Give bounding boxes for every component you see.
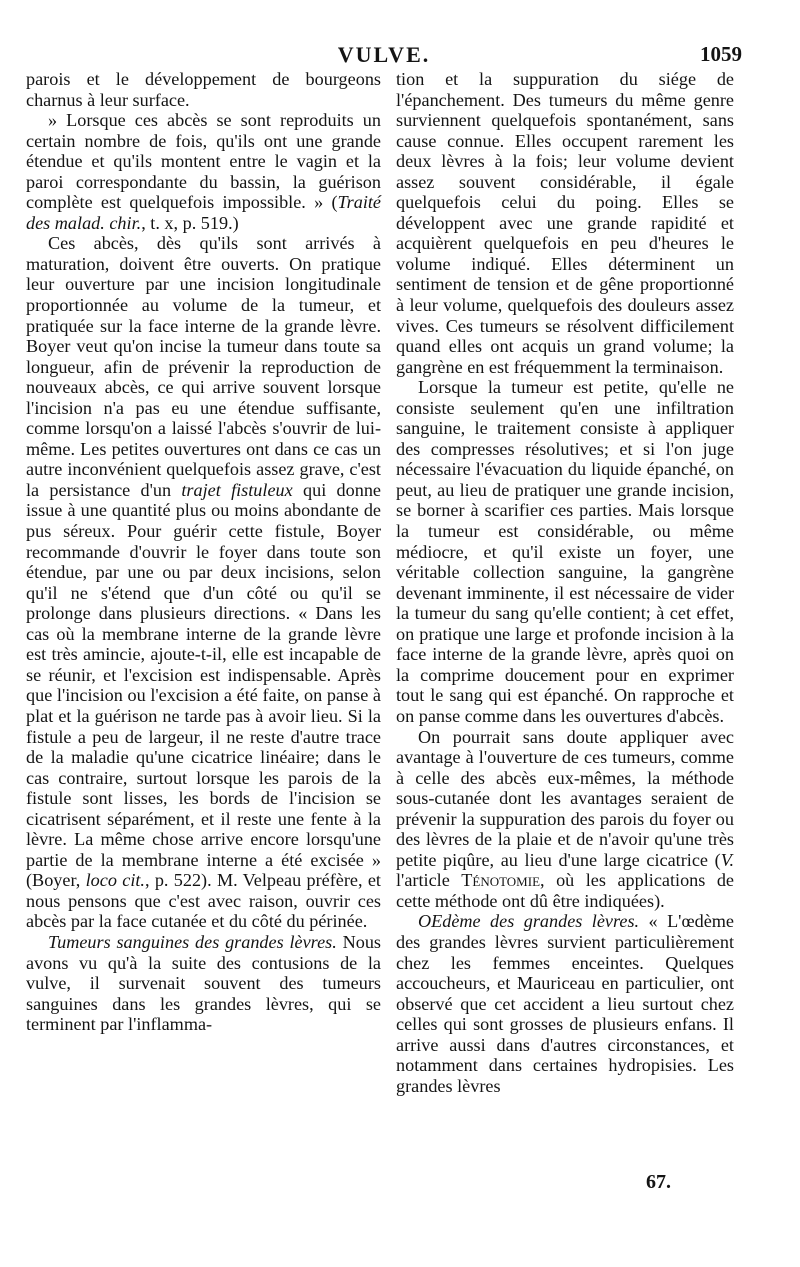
paragraph (26, 69, 381, 110)
paragraph-text: « L'œdème des grandes lèvres survient particulièrement chez les femmes enceintes. Quelques accoucheurs, et Mauriceau en particulier, ont observé que cet accident a lieu surtout chez celles qui sont grosses de plusieurs enfans. Il arrive aussi dans d'autres circonstances, et notamment dans certaines hydropisies. Les grandes lèvres (396, 911, 734, 1096)
signature-mark: 67. (646, 1171, 671, 1193)
paragraph-text: On pourrait sans doute appliquer avec avantage à l'ouverture de ces tumeurs, comme à celle des abcès eux-mêmes, la méthode sous-cutanée dont les avantages seraient de prévenir la suppuration des parois du foyer ou des lèvres de la plaie et de n'avoir qu'une très petite piqûre, au lieu d'une large cicatrice ( (396, 726, 734, 870)
paragraph (26, 110, 381, 233)
paragraph-text: parois et le développement de bourgeons charnus à leur surface. (26, 69, 381, 110)
running-title: VULVE. (337, 42, 431, 67)
right-column (396, 69, 734, 1096)
paragraph (396, 69, 734, 377)
paragraph (396, 377, 734, 726)
paragraph-text: Ces abcès, dès qu'ils sont arrivés à maturation, doivent être ouverts. On pratique leur ouverture par une incision longitudinale proportionnée au volume de la tumeur, et pratiquée sur la face interne de la grande lèvre. Boyer veut qu'on incise la tumeur dans toute sa longueur, afin de prévenir la reproduction de nouveaux abcès, ce qui arrive souvent lorsque l'incision n'a pas eu une étendue suffisante, comme lorsqu'on a laissé l'abcès s'ouvrir de lui-même. Les petites ouvertures ont dans ce cas un autre inconvénient quelquefois assez grave, c'est la persistance d'un (26, 233, 381, 500)
italic-term: loco cit. (85, 870, 145, 891)
paragraph (26, 932, 381, 1035)
left-column (26, 69, 381, 1035)
italic-term: trajet fistuleux (181, 479, 293, 500)
paragraph-text: Nous avons vu qu'à la suite des contusions de la vulve, il survenait souvent des tumeurs sanguines dans les grandes lèvres, qui se terminent par l'inflamma- (26, 931, 381, 1035)
italic-term: V. (720, 849, 734, 870)
section-heading: Tumeurs sanguines des grandes lèvres. (48, 931, 337, 952)
page-number: 1059 (700, 42, 742, 66)
section-heading: OEdème des grandes lèvres. (418, 911, 640, 932)
small-caps-term: Ténotomie (461, 870, 541, 891)
paragraph-text: » Lorsque ces abcès se sont reproduits un certain nombre de fois, qu'ils ont une grande étendue et qu'ils montent entre le vagin et la paroi correspondante du bassin, la guérison complète est quelquefois impossible. » ( (26, 110, 381, 213)
paragraph (396, 911, 734, 1096)
paragraph-text: Lorsque la tumeur est petite, qu'elle ne consiste seulement qu'en une infiltration sanguine, le traitement consiste à appliquer des compresses résolutives; et si l'on juge nécessaire l'évacuation du liquide épanché, on peut, au lieu de pratiquer une grande incision, se borner à scarifier ces parties. Mais lorsque la tumeur est considérable, ou même médiocre, et qu'il existe un foyer, une véritable collection sanguine, la gangrène devenant imminente, il est nécessaire de vider la tumeur du sang qu'elle contient; à cet effet, on pratique une large et profonde incision à la face interne de la grande lèvre, après quoi on la comprime doucement pour en exprimer tout le sang qui est épanché. On rapproche et on panse comme dans les ouvertures d'abcès. (396, 377, 734, 726)
paragraph-text: , t. x, p. 519.) (141, 212, 239, 233)
paragraph-text: , où les applications de cette méthode ont dû être indiquées). (396, 870, 734, 911)
page-header (26, 42, 742, 68)
paragraph (396, 727, 734, 912)
paragraph-text: qui donne issue à une quantité plus ou moins abondante de pus séreux. Pour guérir cette fistule, Boyer recommande d'ouvrir le foyer dans toute son étendue, par une ou par deux incisions, selon qu'il ne s'étend que d'un côté ou qu'il se prolonge dans plusieurs directions. « Dans les cas où la membrane interne de la grande lèvre est très amincie, ajoute-t-il, elle est incapable de se réunir, et l'excision est indispensable. Après que l'incision ou l'excision a été faite, on panse à plat et la guérison ne tarde pas à avoir lieu. Si la fistule a peu de largeur, il ne reste d'autre trace de la maladie qu'une cicatrice linéaire; dans le cas contraire, surtout lorsque les parois de la fistule sont lisses, les bords de l'incision se cicatrisent séparément, et il reste une fente à la lèvre. La même chose arrive encore lorsqu'une partie de la membrane interne a été excisée » (Boyer, (26, 479, 381, 891)
paragraph-text: tion et la suppuration du siége de l'épanchement. Des tumeurs du même genre surviennent quelquefois spontanément, sans cause connue. Elles occupent rarement les deux lèvres à la fois; leur volume devient assez souvent considérable, il égale quelquefois celui du poing. Elles se développent avec une grande rapidité et acquièrent quelquefois en peu d'heures le volume indiqué. Elles déterminent un sentiment de tension et de gêne proportionné à leur volume, quelquefois des douleurs assez vives. Ces tumeurs se résolvent difficilement quand elles ont acquis un grand volume; la gangrène en est fréquemment la terminaison. (396, 69, 734, 377)
paragraph-text: , p. 522). M. Velpeau préfère, et nous pensons que c'est avec raison, ouvrir ces abcès par la face cutanée et du côté du périnée. (26, 870, 381, 932)
paragraph-text: l'article (396, 870, 462, 891)
paragraph (26, 233, 381, 932)
citation-title: Traité des malad. chir. (26, 192, 381, 233)
